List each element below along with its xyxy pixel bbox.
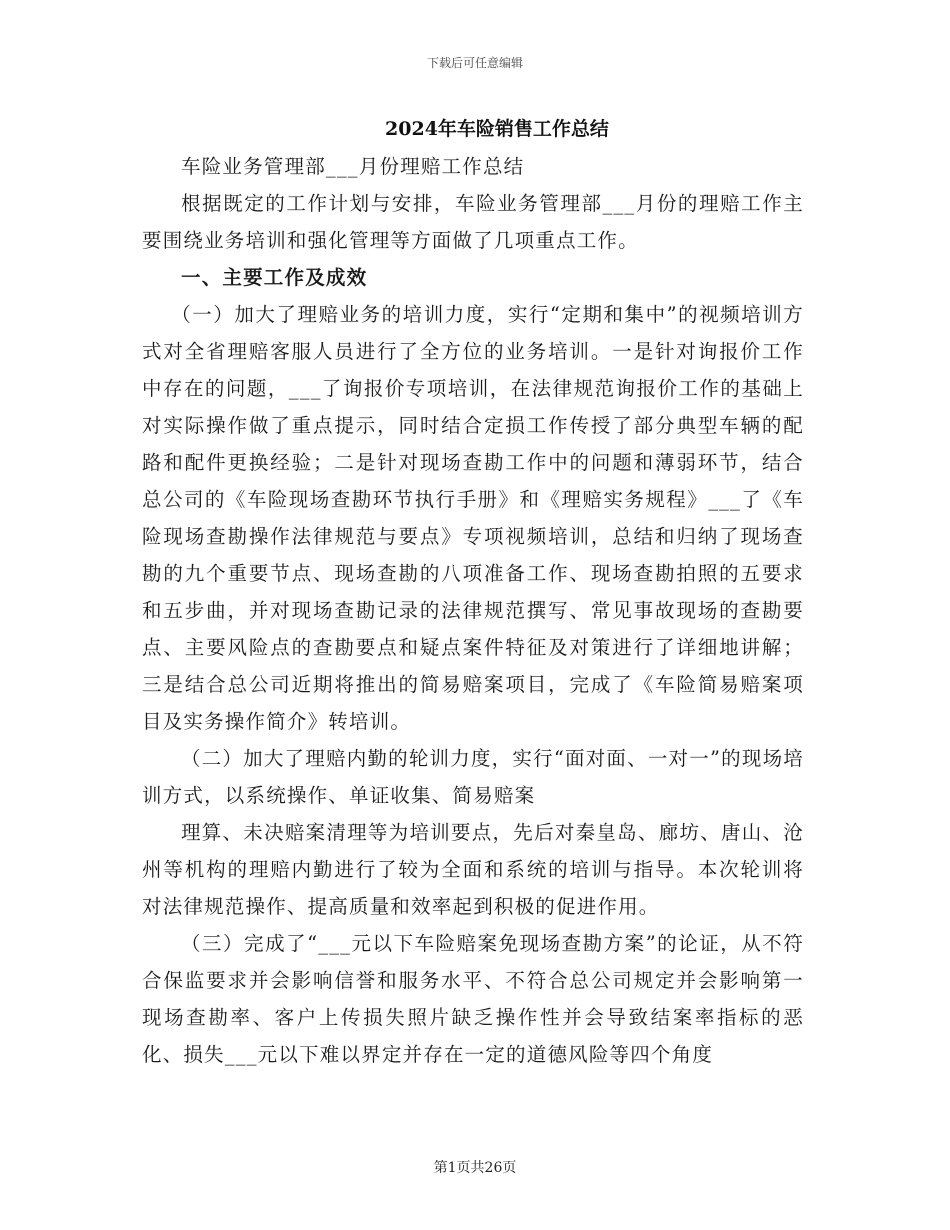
- document-title: 2024年车险销售工作总结: [385, 118, 609, 140]
- paragraph-item-2-continued: 理算、未决赔案清理等为培训要点，先后对秦皇岛、廊坊、唐山、沧州等机构的理赔内勤进行了较为全面和系统的培训与指导。本次轮训将对法律规范操作、提高质量和效率起到积极的促进作用。: [142, 821, 804, 918]
- report-subtitle: 车险业务管理部___月份理赔工作总结: [181, 155, 525, 178]
- section-heading: 一、主要工作及成效: [181, 266, 368, 289]
- paragraph-item-3: （三）完成了“___元以下车险赔案免现场查勘方案”的论证，从不符合保监要求并会影响信誉和服务水平、不符合总公司规定并会影响第一现场查勘率、客户上传损失照片缺乏操作性并会导致结案率指标的恶化、损失___元以下难以界定并存在一定的道德风险等四个角度: [142, 932, 804, 1066]
- paragraph-item-2: （二）加大了理赔内勤的轮训力度，实行“面对面、一对一”的现场培训方式，以系统操作、单证收集、简易赔案: [142, 747, 804, 807]
- paragraph-item-1: （一）加大了理赔业务的培训力度，实行“定期和集中”的视频培训方式对全省理赔客服人员进行了全方位的业务培训。一是针对询报价工作中存在的问题，___了询报价专项培训，在法律规范询报价工作的基础上对实际操作做了重点提示，同时结合定损工作传授了部分典型车辆的配路和配件更换经验；二是针对现场查勘工作中的问题和薄弱环节，结合总公司的《车险现场查勘环节执行手册》和《理赔实务规程》___了《车险现场查勘操作法律规范与要点》专项视频培训，总结和归纳了现场查勘的九个重要节点、现场查勘的八项准备工作、现场查勘拍照的五要求和五步曲，并对现场查勘记录的法律规范撰写、常见事故现场的查勘要点、主要风险点的查勘要点和疑点案件特征及对策进行了详细地讲解；三是结合总公司近期将推出的简易赔案项目，完成了《车险简易赔案项目及实务操作简介》转培训。: [142, 303, 804, 733]
- document-body: [142, 148, 804, 1073]
- header-note: 下载后可任意编辑: [426, 56, 523, 70]
- page-number: 第1页共26页: [433, 1160, 517, 1176]
- intro-paragraph: 根据既定的工作计划与安排，车险业务管理部___月份的理赔工作主要围绕业务培训和强化管理等方面做了几项重点工作。: [142, 192, 804, 252]
